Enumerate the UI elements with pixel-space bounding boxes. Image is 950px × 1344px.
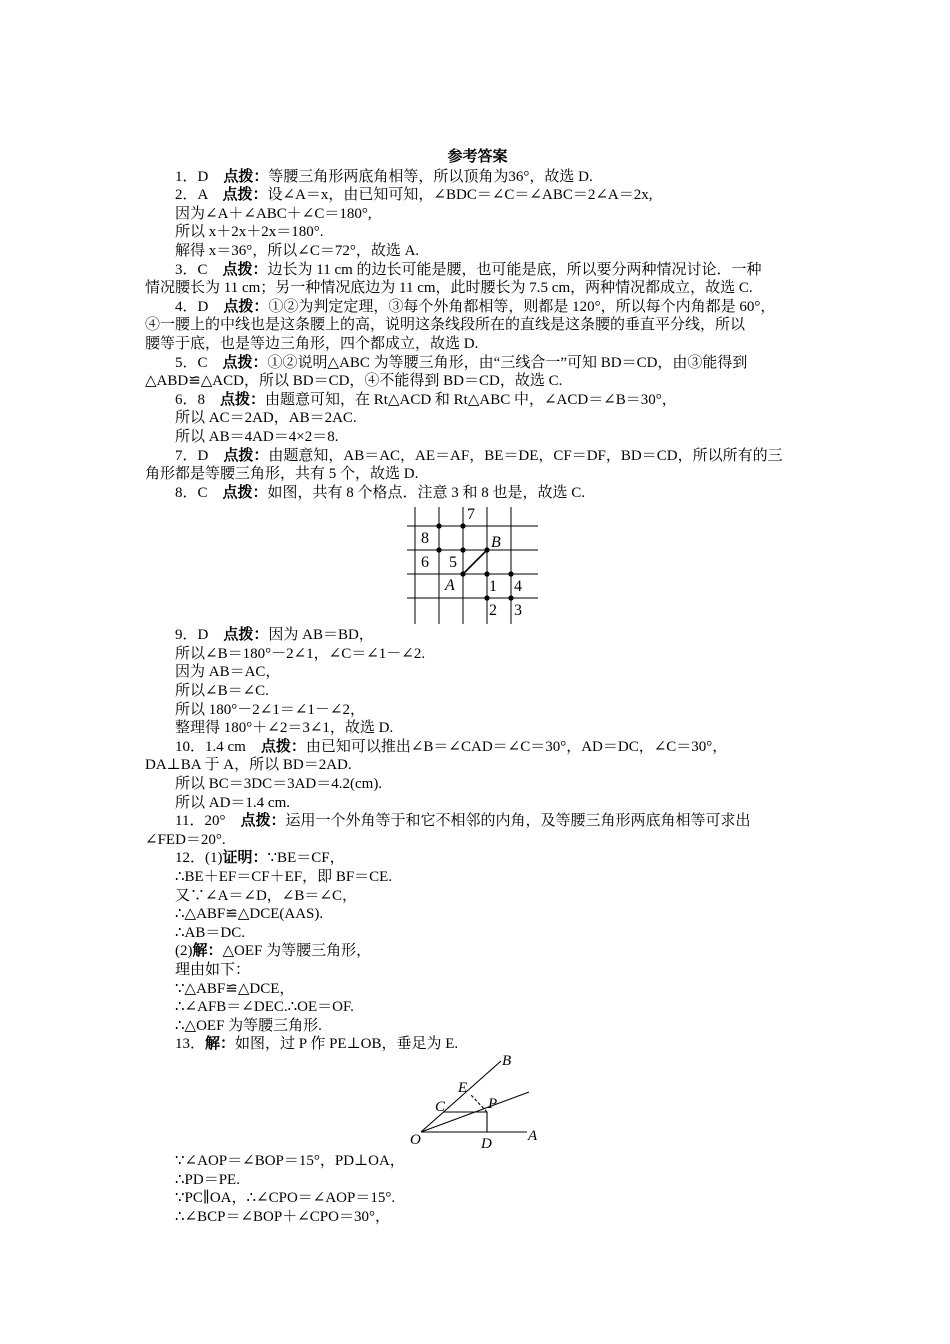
lattice-point [460,548,465,553]
answer-page [145,148,810,1226]
answer-1: 1．D 点拨：等腰三角形两底角相等，所以顶角为36°，故选 D. [175,168,593,185]
answer-3: 3．C 点拨：边长为 11 cm 的边长可能是腰，也可能是底，所以要分两种情况讨论．一种 [175,261,762,278]
grid-figure [145,502,810,626]
answer-10-line: 所以 AD＝1.4 cm. [175,794,290,811]
angle-figure [145,1054,810,1152]
answer-2-line: 所以 x＋2x＋2x＝180°. [175,224,324,241]
answer-9: 9．D 点拨：因为 AB＝BD， [175,627,374,644]
label-4: 4 [514,578,522,596]
lattice-point [484,548,489,553]
answer-12-line: ∴AB＝DC. [175,924,245,941]
grid-diagram [145,502,810,626]
answer-4-line: ④一腰上的中线也是这条腰上的高，说明这条线段所在的直线是这条腰的垂直平分线，所以 [145,317,746,334]
label-5: 5 [449,554,457,572]
answer-5: 5．C 点拨：①②说明△ABC 为等腰三角形，由“三线合一”可知 BD＝CD，由③能得到 [175,354,748,371]
segment-ab [463,550,487,574]
answer-12-line: ∵△ABF≌△DCE， [175,980,295,997]
answer-3-line: 情况腰长为 11 cm；另一种情况底边为 11 cm，此时腰长为 7.5 cm，两种情况都成立，故选 C. [145,280,753,297]
answer-10-line: DA⊥BA 于 A，所以 BD＝2AD. [145,757,352,774]
lattice-point [484,572,489,577]
answer-11-line: ∠FED＝20°. [145,831,226,848]
lattice-point [508,596,513,601]
answer-12-line: 理由如下： [175,961,251,978]
label-a: A [528,1127,538,1144]
lattice-point [436,548,441,553]
label-6: 6 [421,554,429,572]
answer-9-line: 所以∠B＝∠C. [175,683,269,700]
angle-diagram [145,1054,810,1152]
label-o: O [410,1131,421,1148]
page-title: 参考答案 [447,149,508,165]
label-1: 1 [489,578,497,596]
label-8: 8 [421,530,429,548]
label-b: B [491,534,501,552]
answer-13-line: ∴PD＝PE. [175,1171,240,1188]
label-b: B [502,1053,512,1069]
answer-2-line: 解得 x＝36°，所以∠C＝72°，故选 A. [175,242,420,259]
answer-12-line: 又∵∠A＝∠D，∠B＝∠C， [175,887,357,904]
answer-9-line: 整理得 180°＋∠2＝3∠1，故选 D. [175,720,394,737]
answer-12-line: ∴∠AFB＝∠DEC.∴OE＝OF. [175,999,354,1016]
answer-11: 11．20° 点拨：运用一个外角等于和它不相邻的内角，及等腰三角形两底角相等可求出 [175,813,751,830]
answer-7: 7．D 点拨：由题意知，AB＝AC，AE＝AF，BE＝DE，CF＝DF，BD＝CD，所以所有的三 [175,447,783,464]
lattice-point [508,572,513,577]
answer-12-line: ∴△OEF 为等腰三角形. [175,1017,322,1034]
answer-10-line: 所以 BC＝3DC＝3AD＝4.2(cm). [175,776,383,793]
answer-6: 6．8 点拨：由题意可知，在 Rt△ACD 和 Rt△ABC 中，∠ACD＝∠B＝30°， [175,391,677,408]
answer-13-line: ∵∠AOP＝∠BOP＝15°，PD⊥OA， [175,1152,405,1169]
lattice-point [460,572,465,577]
answer-7-line: 角形都是等腰三角形，共有 5 个，故选 D. [145,466,419,483]
lattice-point [436,524,441,529]
answer-4: 4．D 点拨：①②为判定定理，③每个外角都相等，则都是 120°，所以每个内角都是 60°， [175,298,776,315]
answer-13-line: ∴∠BCP＝∠BOP＋∠CPO＝30°， [175,1208,390,1225]
label-e: E [458,1079,468,1096]
label-d: D [481,1135,492,1152]
lattice-point [484,596,489,601]
answer-9-line: 因为 AB＝AC， [175,664,281,681]
label-p: P [488,1095,498,1112]
answer-2-line: 因为∠A＋∠ABC＋∠C＝180°, [175,205,372,222]
lattice-point [460,524,465,529]
answer-6-line: 所以 AC＝2AD，AB＝2AC. [175,410,357,427]
answer-12: 12．(1)证明：∵BE＝CF， [175,850,345,867]
answer-12-line: ∴BE＋EF＝CF＋EF，即 BF＝CE. [175,869,393,885]
label-a: A [445,577,455,595]
label-7: 7 [467,506,475,524]
answer-9-line: 所以∠B＝180°－2∠1，∠C＝∠1－∠2. [175,645,426,662]
answer-9-line: 所以 180°－2∠1＝∠1－∠2， [175,701,365,718]
segment-pe [471,1095,487,1112]
answer-10: 10．1.4 cm 点拨：由已知可以推出∠B＝∠CAD＝∠C＝30°，AD＝DC，∠C＝30°， [175,738,728,755]
answer-13: 13．解：如图，过 P 作 PE⊥OB，垂足为 E. [175,1036,459,1053]
answer-5-line: △ABD≌△ACD，所以 BD＝CD，④不能得到 BD＝CD，故选 C. [145,373,563,390]
answer-2: 2．A 点拨：设∠A＝x，由已知可知，∠BDC＝∠C＝∠ABC＝2∠A＝2x, [175,187,653,204]
answer-6-line: 所以 AB＝4AD＝4×2＝8. [175,428,339,445]
answer-12-part2: (2)解：△OEF 为等腰三角形， [175,943,372,960]
answer-4-line: 腰等于底，也是等边三角形，四个都成立，故选 D. [145,335,479,352]
answer-12-line: ∴△ABF≌△DCE(AAS). [175,906,324,923]
answer-8: 8．C 点拨：如图，共有 8 个格点．注意 3 和 8 也是，故选 C. [175,484,586,501]
label-3: 3 [514,602,522,620]
answer-13-line: ∵PC∥OA，∴∠CPO＝∠AOP＝15°. [175,1190,396,1207]
label-2: 2 [489,602,497,620]
label-c: C [435,1098,446,1115]
